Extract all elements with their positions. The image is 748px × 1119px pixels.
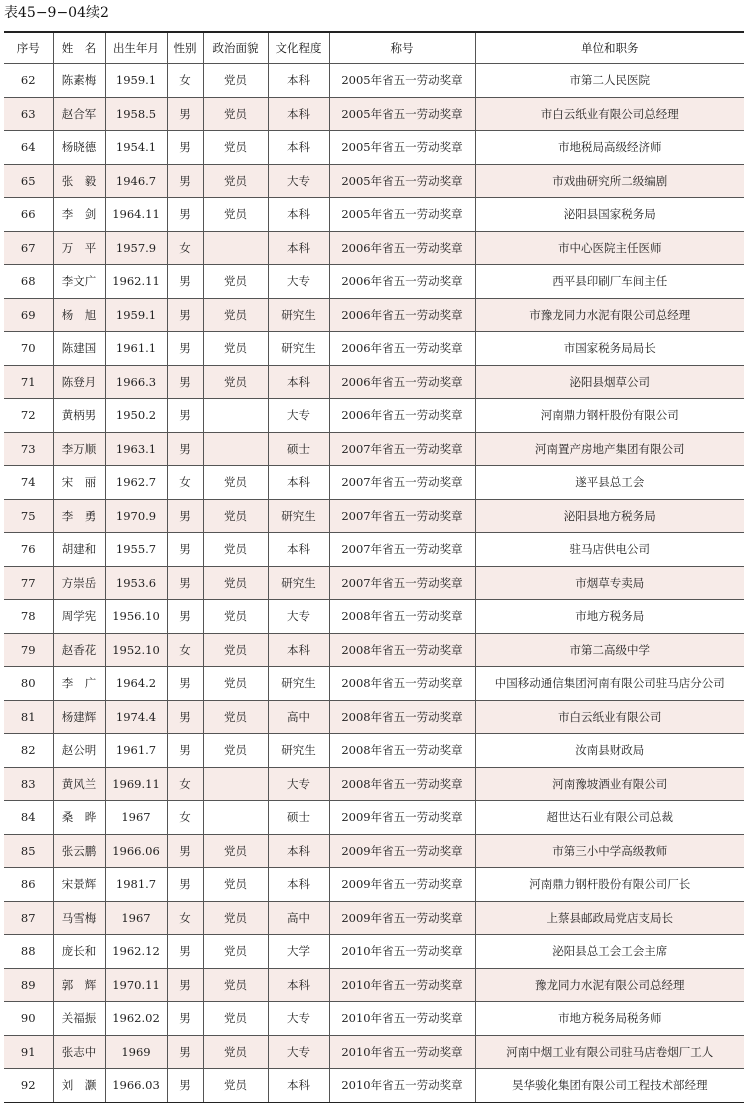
cell-name: 刘 灏: [53, 1069, 105, 1103]
cell-unit: 市戏曲研究所二级编剧: [475, 164, 744, 198]
table-row: [4, 935, 744, 969]
header-title: 称号: [329, 32, 475, 64]
cell-no: 80: [4, 667, 53, 701]
cell-party: 党员: [203, 1069, 268, 1103]
cell-name: 陈登月: [53, 365, 105, 399]
cell-sex: 女: [167, 64, 203, 98]
cell-name: 万 平: [53, 231, 105, 265]
cell-party: 党员: [203, 700, 268, 734]
table-row: [4, 432, 744, 466]
cell-title: 2010年省五一劳动奖章: [329, 1035, 475, 1069]
header-party: 政治面貌: [203, 32, 268, 64]
cell-sex: 男: [167, 298, 203, 332]
cell-education: 研究生: [268, 298, 329, 332]
cell-no: 87: [4, 901, 53, 935]
cell-birth: 1946.7: [105, 164, 167, 198]
cell-title: 2006年省五一劳动奖章: [329, 399, 475, 433]
cell-unit: 市地方税务局: [475, 600, 744, 634]
cell-birth: 1962.12: [105, 935, 167, 969]
cell-sex: 男: [167, 868, 203, 902]
table-row: [4, 164, 744, 198]
cell-birth: 1962.11: [105, 265, 167, 299]
cell-birth: 1959.1: [105, 298, 167, 332]
cell-no: 82: [4, 734, 53, 768]
cell-party: 党员: [203, 600, 268, 634]
cell-education: 本科: [268, 968, 329, 1002]
cell-birth: 1966.3: [105, 365, 167, 399]
cell-name: 黄风兰: [53, 767, 105, 801]
table-row: [4, 231, 744, 265]
cell-sex: 男: [167, 533, 203, 567]
cell-title: 2009年省五一劳动奖章: [329, 834, 475, 868]
header-education: 文化程度: [268, 32, 329, 64]
cell-party: 党员: [203, 198, 268, 232]
cell-no: 81: [4, 700, 53, 734]
cell-party: 党员: [203, 734, 268, 768]
cell-title: 2005年省五一劳动奖章: [329, 97, 475, 131]
cell-birth: 1966.06: [105, 834, 167, 868]
cell-education: 研究生: [268, 734, 329, 768]
cell-sex: 女: [167, 466, 203, 500]
cell-education: 本科: [268, 834, 329, 868]
cell-birth: 1954.1: [105, 131, 167, 165]
cell-name: 李万顺: [53, 432, 105, 466]
cell-sex: 男: [167, 365, 203, 399]
table-row: [4, 365, 744, 399]
cell-unit: 市国家税务局局长: [475, 332, 744, 366]
cell-sex: 男: [167, 432, 203, 466]
cell-party: 党员: [203, 566, 268, 600]
cell-birth: 1957.9: [105, 231, 167, 265]
cell-birth: 1970.9: [105, 499, 167, 533]
cell-title: 2007年省五一劳动奖章: [329, 432, 475, 466]
cell-party: [203, 432, 268, 466]
cell-name: 宋 丽: [53, 466, 105, 500]
cell-unit: 市白云纸业有限公司: [475, 700, 744, 734]
cell-title: 2008年省五一劳动奖章: [329, 600, 475, 634]
cell-party: 党员: [203, 466, 268, 500]
cell-sex: 男: [167, 1002, 203, 1036]
cell-birth: 1961.7: [105, 734, 167, 768]
header-no: 序号: [4, 32, 53, 64]
cell-no: 65: [4, 164, 53, 198]
cell-education: 大专: [268, 1035, 329, 1069]
table-row: [4, 633, 744, 667]
cell-unit: 泌阳县总工会工会主席: [475, 935, 744, 969]
cell-education: 研究生: [268, 332, 329, 366]
cell-birth: 1956.10: [105, 600, 167, 634]
cell-title: 2006年省五一劳动奖章: [329, 231, 475, 265]
cell-no: 92: [4, 1069, 53, 1103]
cell-sex: 男: [167, 97, 203, 131]
table-body: [4, 64, 744, 1103]
cell-title: 2008年省五一劳动奖章: [329, 734, 475, 768]
cell-education: 研究生: [268, 499, 329, 533]
cell-title: 2005年省五一劳动奖章: [329, 164, 475, 198]
cell-no: 71: [4, 365, 53, 399]
cell-sex: 女: [167, 801, 203, 835]
cell-no: 70: [4, 332, 53, 366]
cell-education: 本科: [268, 466, 329, 500]
cell-name: 马雪梅: [53, 901, 105, 935]
cell-title: 2007年省五一劳动奖章: [329, 499, 475, 533]
cell-education: 本科: [268, 131, 329, 165]
table-row: [4, 700, 744, 734]
cell-name: 周学宪: [53, 600, 105, 634]
cell-name: 方崇岳: [53, 566, 105, 600]
cell-party: 党员: [203, 1035, 268, 1069]
cell-education: 本科: [268, 868, 329, 902]
cell-birth: 1952.10: [105, 633, 167, 667]
cell-no: 91: [4, 1035, 53, 1069]
cell-party: 党员: [203, 97, 268, 131]
cell-unit: 市中心医院主任医师: [475, 231, 744, 265]
cell-no: 68: [4, 265, 53, 299]
cell-title: 2009年省五一劳动奖章: [329, 868, 475, 902]
cell-title: 2010年省五一劳动奖章: [329, 968, 475, 1002]
cell-birth: 1966.03: [105, 1069, 167, 1103]
cell-birth: 1964.11: [105, 198, 167, 232]
cell-sex: 男: [167, 499, 203, 533]
cell-name: 李 勇: [53, 499, 105, 533]
cell-party: 党员: [203, 968, 268, 1002]
table-row: [4, 901, 744, 935]
cell-title: 2005年省五一劳动奖章: [329, 131, 475, 165]
cell-education: 大专: [268, 600, 329, 634]
cell-sex: 女: [167, 231, 203, 265]
cell-unit: 市豫龙同力水泥有限公司总经理: [475, 298, 744, 332]
cell-unit: 泌阳县国家税务局: [475, 198, 744, 232]
cell-birth: 1967: [105, 801, 167, 835]
cell-party: 党员: [203, 935, 268, 969]
cell-title: 2006年省五一劳动奖章: [329, 265, 475, 299]
cell-sex: 男: [167, 566, 203, 600]
table-row: [4, 834, 744, 868]
cell-birth: 1955.7: [105, 533, 167, 567]
table-row: [4, 566, 744, 600]
cell-title: 2007年省五一劳动奖章: [329, 566, 475, 600]
cell-title: 2006年省五一劳动奖章: [329, 365, 475, 399]
cell-title: 2006年省五一劳动奖章: [329, 298, 475, 332]
table-row: [4, 1035, 744, 1069]
cell-name: 庞长和: [53, 935, 105, 969]
cell-no: 74: [4, 466, 53, 500]
table-row: [4, 533, 744, 567]
cell-education: 大专: [268, 399, 329, 433]
cell-sex: 男: [167, 667, 203, 701]
table-row: [4, 600, 744, 634]
cell-no: 67: [4, 231, 53, 265]
cell-title: 2010年省五一劳动奖章: [329, 1069, 475, 1103]
cell-party: 党员: [203, 265, 268, 299]
cell-title: 2007年省五一劳动奖章: [329, 466, 475, 500]
cell-title: 2007年省五一劳动奖章: [329, 533, 475, 567]
cell-unit: 泌阳县地方税务局: [475, 499, 744, 533]
cell-sex: 男: [167, 399, 203, 433]
cell-name: 杨建辉: [53, 700, 105, 734]
cell-unit: 昊华骏化集团有限公司工程技术部经理: [475, 1069, 744, 1103]
cell-party: 党员: [203, 64, 268, 98]
table-row: [4, 399, 744, 433]
cell-unit: 遂平县总工会: [475, 466, 744, 500]
table-row: [4, 64, 744, 98]
header-unit: 单位和职务: [475, 32, 744, 64]
table-row: [4, 734, 744, 768]
table-row: [4, 968, 744, 1002]
cell-unit: 豫龙同力水泥有限公司总经理: [475, 968, 744, 1002]
cell-title: 2009年省五一劳动奖章: [329, 901, 475, 935]
cell-title: 2005年省五一劳动奖章: [329, 198, 475, 232]
cell-no: 77: [4, 566, 53, 600]
cell-unit: 西平县印刷厂车间主任: [475, 265, 744, 299]
cell-birth: 1969.11: [105, 767, 167, 801]
cell-name: 张志中: [53, 1035, 105, 1069]
cell-title: 2010年省五一劳动奖章: [329, 935, 475, 969]
table-caption: 表45−9−04续2: [4, 5, 109, 21]
cell-birth: 1974.4: [105, 700, 167, 734]
cell-name: 郭 辉: [53, 968, 105, 1002]
cell-unit: 河南鼎力钢杆股份有限公司厂长: [475, 868, 744, 902]
table-row: [4, 265, 744, 299]
cell-unit: 市第二高级中学: [475, 633, 744, 667]
cell-sex: 男: [167, 968, 203, 1002]
cell-education: 本科: [268, 365, 329, 399]
cell-name: 李 剑: [53, 198, 105, 232]
cell-birth: 1961.1: [105, 332, 167, 366]
cell-birth: 1964.2: [105, 667, 167, 701]
cell-no: 83: [4, 767, 53, 801]
cell-title: 2008年省五一劳动奖章: [329, 767, 475, 801]
cell-name: 桑 晔: [53, 801, 105, 835]
cell-sex: 女: [167, 767, 203, 801]
cell-name: 张 毅: [53, 164, 105, 198]
cell-title: 2008年省五一劳动奖章: [329, 633, 475, 667]
cell-sex: 男: [167, 198, 203, 232]
cell-party: 党员: [203, 298, 268, 332]
cell-party: [203, 801, 268, 835]
cell-education: 大专: [268, 265, 329, 299]
cell-education: 本科: [268, 533, 329, 567]
table-row: [4, 97, 744, 131]
cell-sex: 男: [167, 265, 203, 299]
cell-title: 2006年省五一劳动奖章: [329, 332, 475, 366]
table-row: [4, 466, 744, 500]
table-row: [4, 868, 744, 902]
cell-party: 党员: [203, 131, 268, 165]
table-row: [4, 801, 744, 835]
cell-education: 本科: [268, 64, 329, 98]
cell-unit: 河南豫坡酒业有限公司: [475, 767, 744, 801]
cell-birth: 1962.7: [105, 466, 167, 500]
cell-party: 党员: [203, 533, 268, 567]
cell-unit: 泌阳县烟草公司: [475, 365, 744, 399]
cell-sex: 男: [167, 834, 203, 868]
cell-unit: 市第二人民医院: [475, 64, 744, 98]
cell-education: 本科: [268, 97, 329, 131]
cell-education: 大专: [268, 1002, 329, 1036]
labor-medal-roster-table: [4, 31, 744, 1103]
cell-no: 88: [4, 935, 53, 969]
cell-no: 89: [4, 968, 53, 1002]
cell-name: 宋景辉: [53, 868, 105, 902]
cell-unit: 市白云纸业有限公司总经理: [475, 97, 744, 131]
cell-party: 党员: [203, 365, 268, 399]
table-row: [4, 198, 744, 232]
cell-name: 陈建国: [53, 332, 105, 366]
cell-education: 本科: [268, 198, 329, 232]
cell-name: 杨 旭: [53, 298, 105, 332]
cell-birth: 1981.7: [105, 868, 167, 902]
cell-no: 90: [4, 1002, 53, 1036]
cell-party: [203, 399, 268, 433]
cell-title: 2008年省五一劳动奖章: [329, 667, 475, 701]
cell-education: 研究生: [268, 667, 329, 701]
cell-name: 李文广: [53, 265, 105, 299]
cell-education: 高中: [268, 700, 329, 734]
cell-name: 胡建和: [53, 533, 105, 567]
cell-title: 2005年省五一劳动奖章: [329, 64, 475, 98]
table-row: [4, 767, 744, 801]
table-row: [4, 667, 744, 701]
cell-name: 黄柄男: [53, 399, 105, 433]
cell-no: 79: [4, 633, 53, 667]
cell-sex: 男: [167, 1069, 203, 1103]
cell-birth: 1963.1: [105, 432, 167, 466]
cell-party: 党员: [203, 667, 268, 701]
cell-sex: 男: [167, 1035, 203, 1069]
cell-party: 党员: [203, 834, 268, 868]
cell-no: 86: [4, 868, 53, 902]
cell-no: 73: [4, 432, 53, 466]
cell-education: 大专: [268, 767, 329, 801]
cell-unit: 市地方税务局税务师: [475, 1002, 744, 1036]
cell-no: 84: [4, 801, 53, 835]
cell-name: 杨晓德: [53, 131, 105, 165]
cell-unit: 河南鼎力钢杆股份有限公司: [475, 399, 744, 433]
cell-no: 78: [4, 600, 53, 634]
cell-unit: 上蔡县邮政局党店支局长: [475, 901, 744, 935]
cell-party: 党员: [203, 868, 268, 902]
cell-title: 2009年省五一劳动奖章: [329, 801, 475, 835]
cell-sex: 男: [167, 600, 203, 634]
cell-party: 党员: [203, 499, 268, 533]
cell-unit: 市第三小中学高级教师: [475, 834, 744, 868]
cell-education: 本科: [268, 633, 329, 667]
cell-education: 硕士: [268, 801, 329, 835]
cell-sex: 男: [167, 164, 203, 198]
cell-party: 党员: [203, 164, 268, 198]
cell-education: 大专: [268, 164, 329, 198]
cell-education: 本科: [268, 231, 329, 265]
cell-name: 关福振: [53, 1002, 105, 1036]
header-name: 姓 名: [53, 32, 105, 64]
cell-sex: 男: [167, 734, 203, 768]
cell-birth: 1970.11: [105, 968, 167, 1002]
cell-birth: 1959.1: [105, 64, 167, 98]
cell-party: 党员: [203, 332, 268, 366]
cell-no: 63: [4, 97, 53, 131]
cell-unit: 河南中烟工业有限公司驻马店卷烟厂工人: [475, 1035, 744, 1069]
cell-education: 高中: [268, 901, 329, 935]
cell-unit: 市烟草专卖局: [475, 566, 744, 600]
header-sex: 性别: [167, 32, 203, 64]
cell-sex: 男: [167, 935, 203, 969]
cell-unit: 市地税局高级经济师: [475, 131, 744, 165]
cell-no: 75: [4, 499, 53, 533]
cell-sex: 女: [167, 901, 203, 935]
table-row: [4, 332, 744, 366]
cell-no: 64: [4, 131, 53, 165]
cell-birth: 1950.2: [105, 399, 167, 433]
header-row: [4, 32, 744, 64]
cell-name: 张云鹏: [53, 834, 105, 868]
cell-party: [203, 231, 268, 265]
cell-party: 党员: [203, 1002, 268, 1036]
cell-no: 72: [4, 399, 53, 433]
cell-name: 赵香花: [53, 633, 105, 667]
cell-name: 赵公明: [53, 734, 105, 768]
cell-unit: 驻马店供电公司: [475, 533, 744, 567]
cell-unit: 河南置产房地产集团有限公司: [475, 432, 744, 466]
cell-education: 研究生: [268, 566, 329, 600]
cell-name: 陈素梅: [53, 64, 105, 98]
cell-no: 62: [4, 64, 53, 98]
cell-unit: 超世达石业有限公司总裁: [475, 801, 744, 835]
cell-birth: 1967: [105, 901, 167, 935]
cell-party: [203, 767, 268, 801]
cell-no: 76: [4, 533, 53, 567]
cell-party: 党员: [203, 901, 268, 935]
table-row: [4, 131, 744, 165]
cell-education: 本科: [268, 1069, 329, 1103]
cell-unit: 中国移动通信集团河南有限公司驻马店分公司: [475, 667, 744, 701]
cell-name: 李 广: [53, 667, 105, 701]
table-row: [4, 298, 744, 332]
table-row: [4, 1002, 744, 1036]
cell-education: 硕士: [268, 432, 329, 466]
table-row: [4, 1069, 744, 1103]
cell-title: 2008年省五一劳动奖章: [329, 700, 475, 734]
cell-birth: 1962.02: [105, 1002, 167, 1036]
cell-birth: 1958.5: [105, 97, 167, 131]
cell-birth: 1953.6: [105, 566, 167, 600]
cell-education: 大学: [268, 935, 329, 969]
cell-no: 69: [4, 298, 53, 332]
cell-no: 85: [4, 834, 53, 868]
cell-name: 赵合军: [53, 97, 105, 131]
header-birth: 出生年月: [105, 32, 167, 64]
cell-birth: 1969: [105, 1035, 167, 1069]
cell-unit: 汝南县财政局: [475, 734, 744, 768]
cell-title: 2010年省五一劳动奖章: [329, 1002, 475, 1036]
table-row: [4, 499, 744, 533]
cell-no: 66: [4, 198, 53, 232]
cell-sex: 男: [167, 131, 203, 165]
cell-sex: 男: [167, 700, 203, 734]
cell-sex: 男: [167, 332, 203, 366]
cell-party: 党员: [203, 633, 268, 667]
cell-sex: 女: [167, 633, 203, 667]
